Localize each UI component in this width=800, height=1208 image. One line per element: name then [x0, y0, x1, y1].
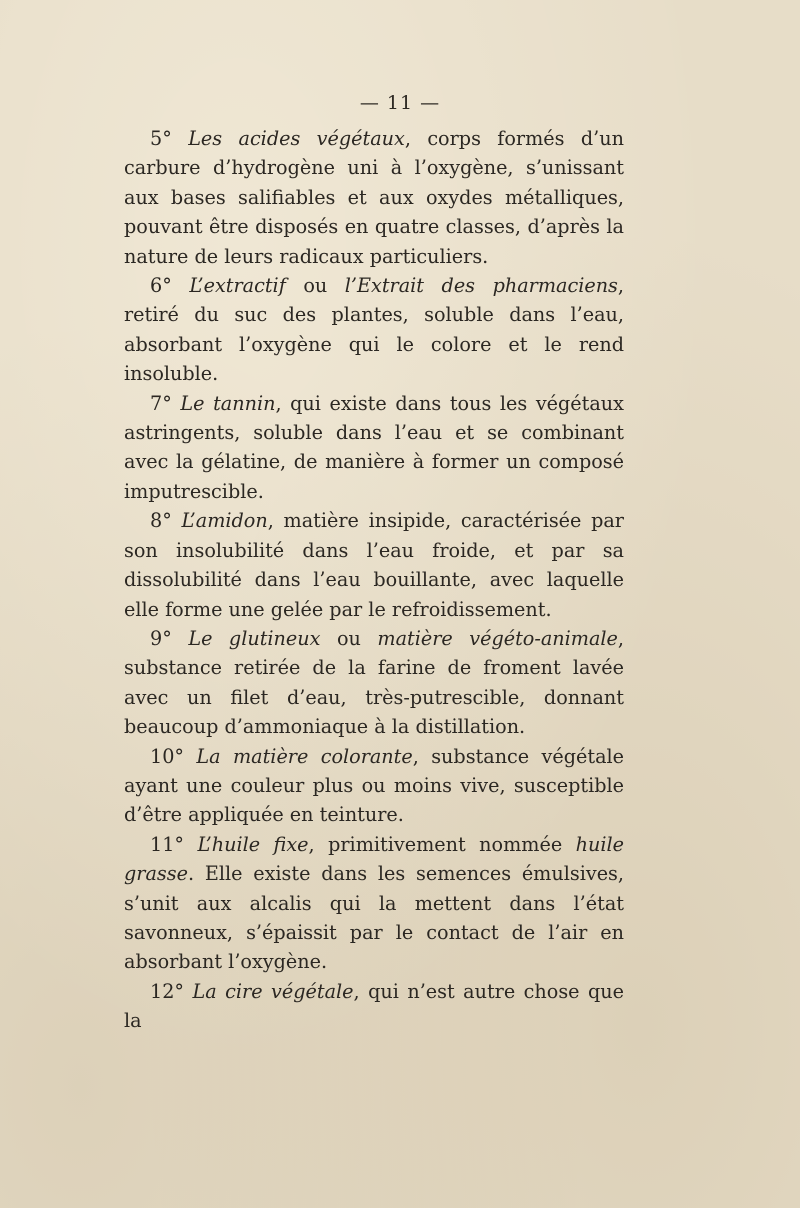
- item-text: , substance retirée de la farine de froment lavée avec un filet d’eau, très-putrescible, donnant beaucoup d’ammoniaque à la distillation.: [124, 626, 624, 739]
- item-text: , substance végétale ayant une couleur plus ou moins vive, susceptible d’être appliquée en teinture.: [124, 744, 625, 827]
- item-number: 11°: [150, 832, 185, 856]
- item-term-alt: l’Extrait des pharmaciens: [344, 274, 618, 298]
- paragraph-7: [124, 389, 624, 507]
- item-term-alt: huile grasse: [124, 832, 624, 886]
- item-connector: , primitivement nommée: [308, 832, 576, 856]
- page-number: — 11 —: [359, 92, 441, 114]
- item-number: 5°: [150, 127, 172, 150]
- item-number: 8°: [150, 509, 172, 533]
- paragraph-10: [124, 742, 624, 830]
- paragraph-9: [124, 624, 624, 742]
- paragraph-5: [124, 124, 624, 271]
- item-term: L’huile fixe: [197, 832, 309, 856]
- item-number: 9°: [150, 626, 172, 650]
- body-text: [124, 124, 624, 1036]
- item-term-alt: matière végéto-animale: [377, 626, 618, 650]
- item-text: , corps formés d’un carbure d’hydrogène uni à l’oxygène, s’unissant aux bases salifiables et aux oxydes métalliques, pouvant être disposés en quatre classes, d’après la nature de leurs radicaux particuliers.: [124, 127, 624, 268]
- item-connector: ou: [320, 626, 378, 650]
- item-term: Le glutineux: [188, 626, 321, 650]
- item-term: Le tannin: [180, 391, 276, 415]
- item-text: , qui existe dans tous les végétaux astringents, soluble dans l’eau et se combinant avec la gélatine, de manière à former un composé imputrescible.: [124, 391, 624, 503]
- item-number: 10°: [150, 744, 185, 768]
- item-connector: ou: [285, 274, 345, 298]
- paragraph-12: [124, 977, 624, 1036]
- paragraph-6: [124, 271, 624, 389]
- item-number: 7°: [150, 391, 172, 415]
- item-text: , qui n’est autre chose que la: [124, 979, 624, 1033]
- item-number: 6°: [150, 274, 172, 298]
- item-term: La cire végétale: [192, 979, 354, 1003]
- item-term: La matière colorante: [196, 744, 413, 768]
- item-number: 12°: [150, 979, 185, 1003]
- paragraph-8: [124, 506, 624, 624]
- item-text: . Elle existe dans les semences émulsives, s’unit aux alcalis qui la mettent dans l’état savonneux, s’épaissit par le contact de l’air en absorbant l’oxygène.: [124, 862, 624, 974]
- item-text: , retiré du suc des plantes, soluble dans l’eau, absorbant l’oxygène qui le colore et le rend insoluble.: [124, 274, 625, 386]
- item-term: L’amidon: [181, 509, 268, 533]
- paragraph-11: [124, 830, 624, 977]
- item-text: , matière insipide, caractérisée par son insolubilité dans l’eau froide, et par sa dissolubilité dans l’eau bouillante, avec laquelle elle forme une gelée par le refroidissement.: [124, 509, 624, 621]
- item-term: Les acides végétaux: [188, 127, 405, 150]
- item-term: L’extractif: [189, 274, 286, 298]
